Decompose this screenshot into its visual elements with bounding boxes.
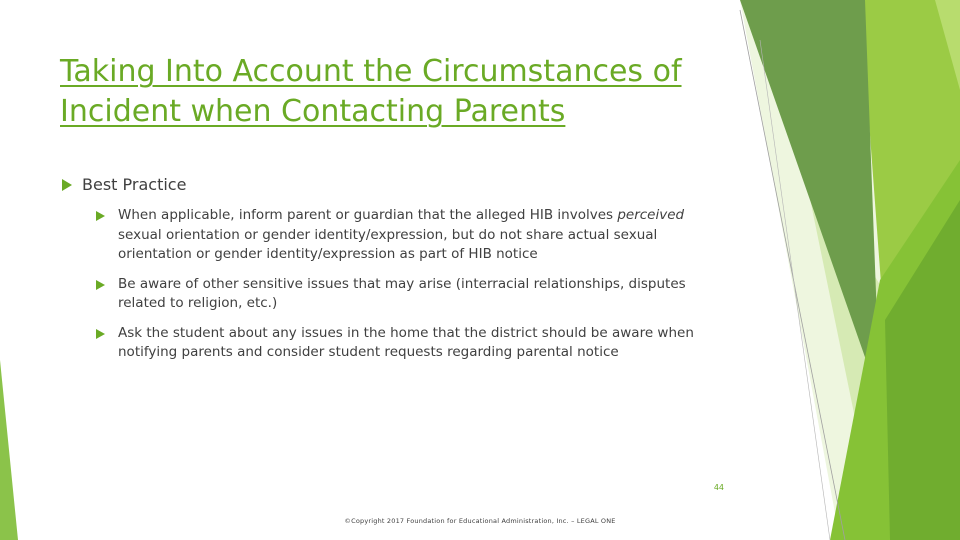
copyright-footer: ©Copyright 2017 Foundation for Educational Administration, Inc. – LEGAL ONE bbox=[344, 517, 616, 525]
sub-bullet-text: Ask the student about any issues in the home that the district should be aware when notifying parents and consider student requests regarding parental notice bbox=[118, 324, 694, 360]
triangle-bullet-icon bbox=[96, 329, 105, 339]
main-bullet-text: Best Practice bbox=[82, 175, 187, 194]
sub-bullet-item bbox=[96, 324, 736, 363]
sub-bullet-text-part: When applicable, inform parent or guardian that the alleged HIB involves bbox=[118, 207, 618, 223]
sub-bullet-text-part: sexual orientation or gender identity/expression, but do not share actual sexual orientation or gender identity/expression as part of HIB notice bbox=[118, 226, 658, 262]
slide-title: Taking Into Account the Circumstances of Incident when Contacting Parents bbox=[60, 54, 682, 129]
main-bullet bbox=[62, 174, 186, 196]
triangle-bullet-icon bbox=[96, 280, 105, 290]
sub-bullet-item bbox=[96, 206, 736, 265]
triangle-bullet-icon bbox=[62, 179, 72, 191]
sub-bullet-text bbox=[118, 206, 728, 265]
sub-bullet-list bbox=[96, 206, 736, 373]
left-edge-triangle bbox=[0, 360, 18, 540]
sub-bullet-text: Be aware of other sensitive issues that may arise (interracial relationships, disputes related to religion, etc.) bbox=[118, 275, 686, 311]
sub-bullet-item bbox=[96, 275, 736, 314]
emphasized-word: perceived bbox=[617, 207, 685, 223]
page-number: 44 bbox=[713, 483, 724, 492]
triangle-bullet-icon bbox=[96, 211, 105, 221]
